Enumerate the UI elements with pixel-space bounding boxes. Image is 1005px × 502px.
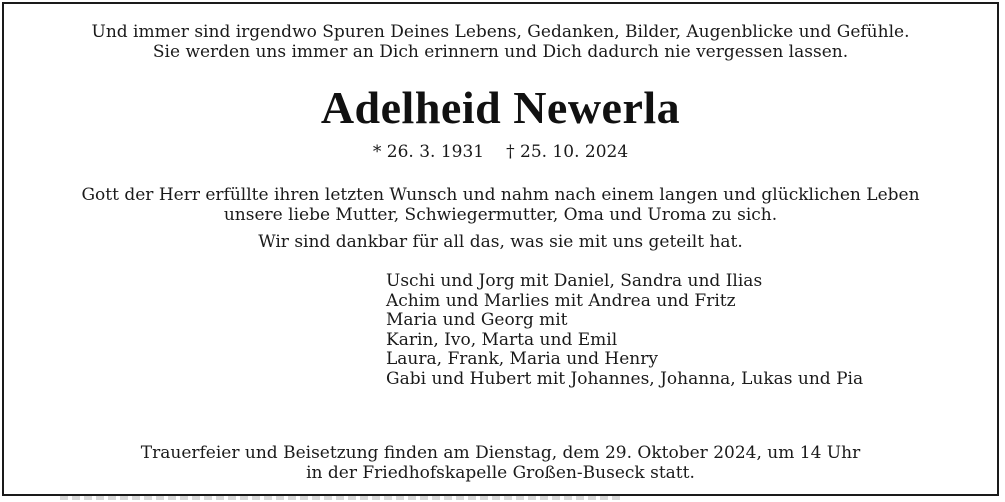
- family-list: [386, 272, 863, 390]
- deceased-name: Adelheid Newerla: [320, 82, 681, 133]
- message-line: unsere liebe Mutter, Schwiegermutter, Oma und Uroma zu sich.: [223, 205, 778, 225]
- family-member-line: Maria und Georg mit: [386, 310, 568, 331]
- gratitude-line: Wir sind dankbar für all das, was sie mit uns geteilt hat.: [258, 232, 743, 252]
- birth-date: * 26. 3. 1931: [372, 142, 485, 162]
- family-member-line: Uschi und Jorg mit Daniel, Sandra und Ilias: [386, 271, 763, 291]
- message-line: Gott der Herr erfüllte ihren letzten Wunsch und nahm nach einem langen und glücklichen Leben: [81, 185, 920, 205]
- intro-line: Und immer sind irgendwo Spuren Deines Lebens, Gedanken, Bilder, Augenblicke und Gefühle.: [91, 22, 910, 42]
- death-date: † 25. 10. 2024: [506, 142, 629, 162]
- family-member-line: Gabi und Hubert mit Johannes, Johanna, Lukas und Pia: [386, 368, 864, 389]
- service-info: [4, 443, 997, 483]
- family-member-line: Laura, Frank, Maria und Henry: [386, 349, 658, 370]
- service-line: Trauerfeier und Beisetzung finden am Dienstag, dem 29. Oktober 2024, um 14 Uhr: [140, 443, 861, 463]
- family-member-line: Karin, Ivo, Marta und Emil: [386, 329, 618, 350]
- cropped-text-fragment: [60, 496, 620, 500]
- obituary-card: [2, 2, 999, 496]
- intro-line: Sie werden uns immer an Dich erinnern und Dich dadurch nie vergessen lassen.: [152, 42, 849, 62]
- family-member-line: Achim und Marlies mit Andrea und Fritz: [386, 290, 736, 311]
- life-dates: [4, 142, 997, 162]
- intro-quote: [4, 22, 997, 62]
- farewell-message: [4, 185, 997, 225]
- service-line: in der Friedhofskapelle Großen-Buseck statt.: [306, 463, 695, 483]
